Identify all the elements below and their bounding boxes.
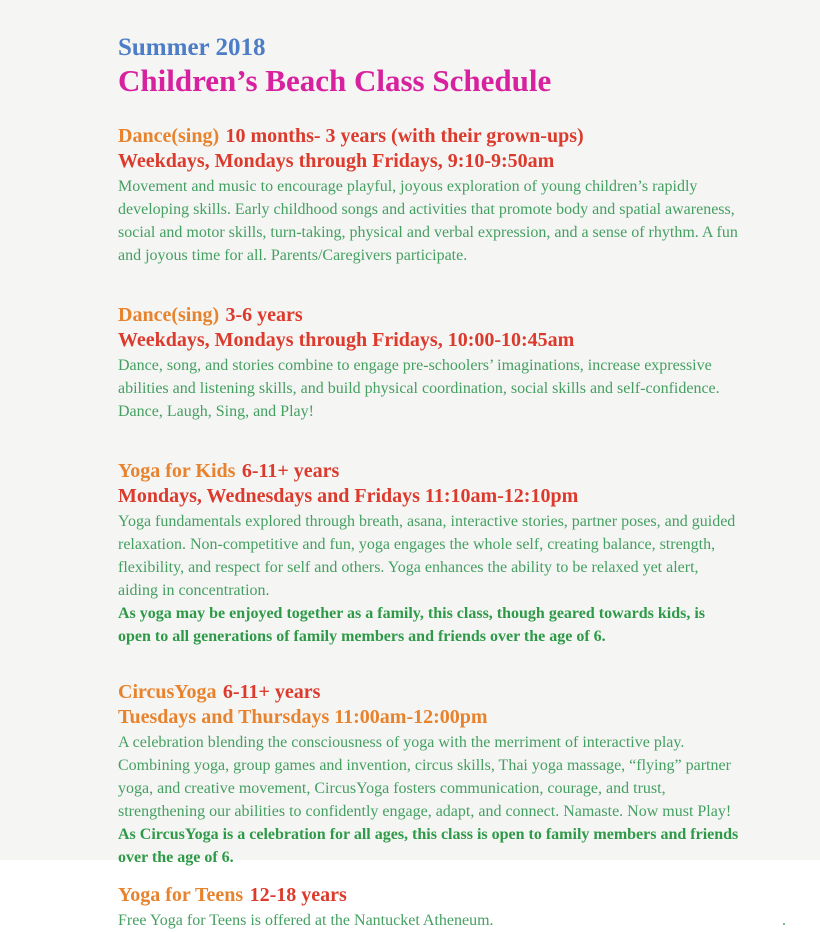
class-heading <box>118 124 740 149</box>
class-ages: 6-11+ years <box>241 459 340 482</box>
class-ages: 12-18 years <box>249 883 347 906</box>
class-heading <box>118 459 740 484</box>
class-ages: 6-11+ years <box>222 680 321 703</box>
class-schedule: Weekdays, Mondays through Fridays, 10:00-10:45am <box>118 328 575 351</box>
class-heading <box>118 680 740 705</box>
class-note: As yoga may be enjoyed together as a family, this class, though geared towards kids, is open to all generations of family members and friends over the age of 6. <box>118 604 705 645</box>
class-description: Yoga fundamentals explored through breath, asana, interactive stories, partner poses, and guided relaxation. Non-competitive and fun, yoga engages the whole self, creating balance, strength, flexibility, and respect for self and others. Yoga enhances the ability to be relaxed yet alert, aiding in concentration. <box>118 512 736 599</box>
class-schedule: Mondays, Wednesdays and Fridays 11:10am-12:10pm <box>118 484 579 507</box>
class-heading <box>118 303 740 328</box>
class-section-dancesing-toddlers <box>118 124 740 267</box>
class-section-circusyoga <box>118 680 740 869</box>
class-description: Movement and music to encourage playful, joyous exploration of young children’s rapidly developing skills. Early childhood songs and activities that promote body and spatial awareness, social and motor skills, turn-taking, physical and verbal expression, and a sense of rhythm. A fun and joyous time for all. Parents/Caregivers participate. <box>118 177 738 264</box>
season-heading: Summer 2018 <box>118 34 266 61</box>
class-name: Yoga for Kids <box>118 459 236 482</box>
class-name: Yoga for Teens <box>118 883 244 906</box>
class-section-yoga-for-kids <box>118 459 740 648</box>
class-schedule: Weekdays, Mondays through Fridays, 9:10-9:50am <box>118 149 555 172</box>
class-description: A celebration blending the consciousness of yoga with the merriment of interactive play. Combining yoga, group games and invention, circus skills, Thai yoga massage, “flying” partner yoga, and creative movement, CircusYoga fosters communication, courage, and trust, strengthening our abilities to confidently engage, adapt, and connect. Namaste. Now must Play! <box>118 733 732 820</box>
stray-period: . <box>782 911 786 929</box>
page-title: Children’s Beach Class Schedule <box>118 62 552 98</box>
class-section-yoga-for-teens <box>118 883 786 932</box>
class-schedule: Tuesdays and Thursdays 11:00am-12:00pm <box>118 705 488 728</box>
class-description: Dance, song, and stories combine to engage pre-schoolers’ imaginations, increase expressive abilities and listening skills, and build physical coordination, social skills and self-confidence. Dance, Laugh, Sing, and Play! <box>118 356 720 420</box>
class-description <box>118 909 786 932</box>
class-heading <box>118 883 740 908</box>
class-name: Dance(sing) <box>118 303 220 326</box>
class-note: As CircusYoga is a celebration for all ages, this class is open to family members and friends over the age of 6. <box>118 825 739 866</box>
class-name: CircusYoga <box>118 680 217 703</box>
class-section-dancesing-preschool <box>118 303 740 423</box>
class-ages: 3-6 years <box>225 303 303 326</box>
class-ages: 10 months- 3 years (with their grown-ups) <box>225 124 584 147</box>
class-name: Dance(sing) <box>118 124 220 147</box>
class-description-text: Free Yoga for Teens is offered at the Nantucket Atheneum. <box>118 911 494 929</box>
